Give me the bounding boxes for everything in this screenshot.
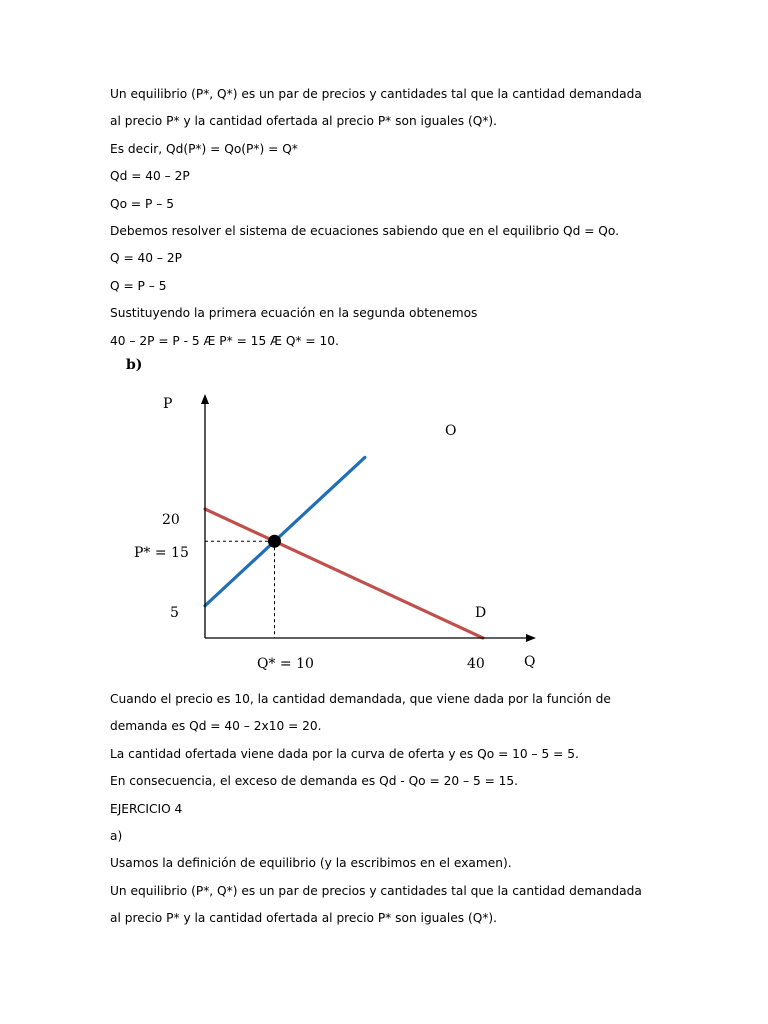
text-bottom-line-7: Usamos la definición de equilibrio (y la escribimos en el examen). [110, 856, 512, 871]
demand-curve [205, 509, 483, 638]
text-bottom-line-5: EJERCICIO 4 [110, 801, 183, 816]
text-top-line-8: Q = P – 5 [110, 278, 167, 293]
text-bottom-line-9: al precio P* y la cantidad ofertada al precio P* son iguales (Q*). [110, 911, 498, 926]
x-tick-qstar: Q* = 10 [257, 656, 314, 672]
text-bottom-line-1: Cuando el precio es 10, la cantidad demandada, que viene dada por la función de [110, 692, 611, 706]
text-bottom-line-8: Un equilibrio (P*, Q*) es un par de precios y cantidades tal que la cantidad demandada [110, 883, 642, 898]
y-tick-5: 5 [170, 605, 179, 621]
y-tick-pstar: P* = 15 [134, 545, 189, 561]
chart-title: b) [126, 357, 143, 373]
text-top-line-6: Debemos resolver el sistema de ecuaciones sabiendo que en el equilibrio Qd = Qo. [110, 224, 620, 238]
text-bottom-line-2: demanda es Qd = 40 – 2x10 = 20. [110, 719, 322, 734]
text-top-line-5: Qo = P – 5 [110, 196, 174, 211]
text-bottom-line-6: a) [110, 829, 123, 843]
supply-curve [205, 457, 365, 605]
text-top-line-7: Q = 40 – 2P [110, 251, 183, 266]
supply-curve-label: O [445, 423, 457, 439]
text-top-line-1: Un equilibrio (P*, Q*) es un par de precios y cantidades tal que la cantidad demandada [110, 87, 642, 101]
demand-curve-label: D [475, 605, 487, 621]
text-top-line-3: Es decir, Qd(P*) = Qo(P*) = Q* [110, 141, 298, 156]
x-tick-40: 40 [467, 656, 485, 672]
text-top-line-4: Qd = 40 – 2P [110, 169, 190, 184]
supply-demand-chart [118, 350, 558, 680]
text-bottom-line-4: En consecuencia, el exceso de demanda es Qd - Qo = 20 – 5 = 15. [110, 774, 519, 789]
text-top-line-2: al precio P* y la cantidad ofertada al precio P* son iguales (Q*). [110, 114, 498, 129]
y-axis-label: P [163, 396, 173, 412]
x-axis-label: Q [524, 654, 536, 670]
y-tick-20: 20 [162, 512, 180, 528]
text-top-line-9: Sustituyendo la primera ecuación en la segunda obtenemos [110, 306, 478, 321]
text-top-line-10: 40 – 2P = P - 5 Æ P* = 15 Æ Q* = 10. [110, 333, 339, 348]
equilibrium-point [268, 535, 281, 548]
text-bottom-line-3: La cantidad ofertada viene dada por la curva de oferta y es Qo = 10 – 5 = 5. [110, 746, 579, 761]
